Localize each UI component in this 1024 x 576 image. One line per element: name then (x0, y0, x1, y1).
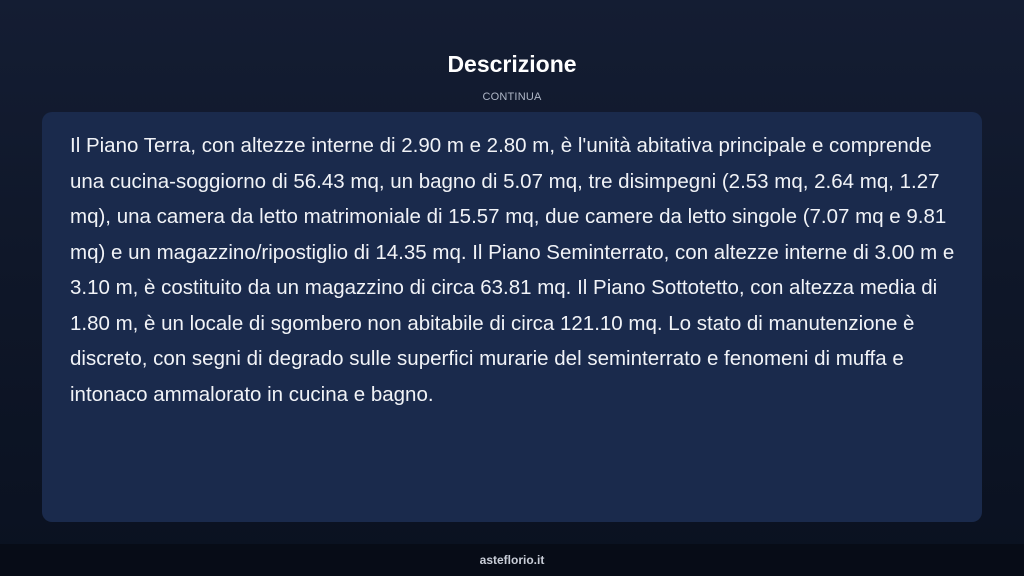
site-name: asteflorio.it (479, 553, 545, 567)
description-text: Il Piano Terra, con altezze interne di 2.90 m e 2.80 m, è l'unità abitativa principale e comprende una cucina-soggiorno di 56.43 mq, un bagno di 5.07 mq, tre disimpegni (2.53 mq, 2.64 mq, 1.27 mq), una camera da letto matrimoniale di 15.57 mq, due camere da letto singole (7.07 mq e 9.81 mq) e un magazzino/ripostiglio di 14.35 mq. Il Piano Seminterrato, con altezze interne di 3.00 m e 3.10 m, è costituito da un magazzino di circa 63.81 mq. Il Piano Sottotetto, con altezza media di 1.80 m, è un locale di sgombero non abitabile di circa 121.10 mq. Lo stato di manutenzione è discreto, con segni di degrado sulle superfici murarie del seminterrato e fenomeni di muffa e intonaco ammalorato in cucina e bagno. (70, 134, 955, 406)
page-title: Descrizione (447, 51, 577, 77)
continua-label: CONTINUA (482, 91, 542, 103)
description-card (42, 112, 982, 522)
footer (0, 544, 1024, 576)
